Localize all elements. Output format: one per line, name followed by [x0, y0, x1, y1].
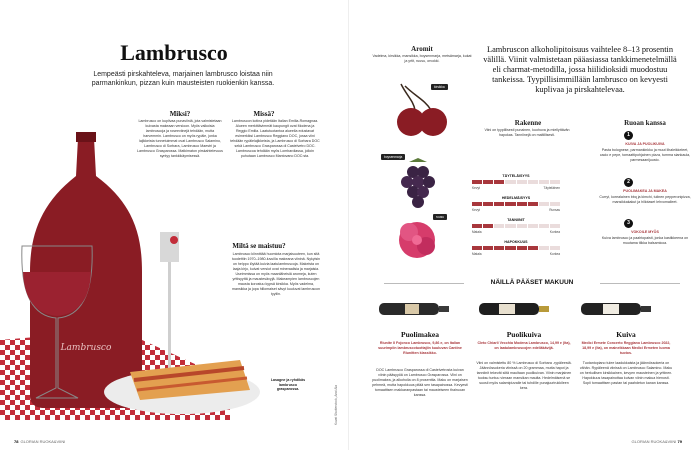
- rose-flower: [399, 222, 435, 258]
- scale-label: TANNIINIT: [507, 218, 525, 222]
- missa-text: Lambruscon kotina pidetään Italian Emilia-Romagnaa. Alueen merkittävimmät kaupungit ovat Modena ja Reggio Emilia. Laatutuotantoa alueella edustavat esimerkiksi Lambrusco Reggiano DOC, jossa viini tehdään rypälelajikkeista, ja Lambrusco di Sorbara DOC sekä Lambrusco Grasparossa di Castelvetro DOC. Lambruscoa tehdään myös Lombardiassa, jolloin puhutaan Lambrusco Mantovano DOC:sta.: [230, 119, 320, 158]
- scale-label: HEDELMÄISYYS: [501, 196, 531, 200]
- scale-segment: [539, 180, 549, 184]
- page-title: Lambrusco: [120, 40, 228, 65]
- photo-caption: Lasagne ja ryhdikäs lambrusco grasparossa.: [270, 378, 306, 392]
- scale-segment: [472, 224, 482, 228]
- maistuu-heading: Miltä se maistuu?: [232, 242, 286, 250]
- page-number: 78: [14, 439, 19, 444]
- scale-segment: [494, 246, 504, 250]
- product-title: Puolikuiva: [506, 330, 542, 339]
- tag-kirsikka: kirsikka: [431, 84, 448, 90]
- scale-segment: [539, 246, 549, 250]
- pairing-text: Pasta bolognese, parmankinkku ja muut lihaleikkeleet, cacio e pepe, tomaattipohjainen pizza, tumma siankaula, parmesaanijuusto.: [599, 148, 691, 162]
- scale-segment: [528, 180, 538, 184]
- left-footer: [14, 439, 65, 444]
- scale-taytelaisyys: [472, 174, 560, 190]
- scale-min: Matala: [472, 230, 482, 234]
- aromit-heading: Aromit: [411, 45, 433, 53]
- scale-hedelmaisyys: [472, 196, 560, 212]
- scale-segment: [472, 180, 482, 184]
- product-text: Viini on valmistettu 80 % Lambrusco di Sorbara -rypäleestä. Jäännössokeria viinissä on 20 grammaa, mutta hapot ja tanniinit tekevät siitä maultaan puolikuivan. Viinin marjainen tuoksu tuntuu vieraan mansikan maulta. Hedelmäisenä se suosii myös salamipizzalle tai tuhdille punajuurirukkileen kera.: [476, 361, 572, 390]
- section-title: NÄILLÄ PÄÄSET MAKUUN: [490, 279, 574, 286]
- scale-max: Runsas: [549, 208, 560, 212]
- scale-segment: [505, 224, 515, 228]
- scale-segment: [505, 202, 515, 206]
- scale-tanniinit: [472, 218, 560, 234]
- scale-label: TÄYTELÄISYYS: [502, 174, 530, 178]
- scale-min: Matala: [472, 252, 482, 256]
- scale-segment: [483, 202, 493, 206]
- lead-text: Lempeästi pirskahteleva, marjainen lambrusco loistaa niin parmankinkun, pizzan kuin mausteisten ruokienkin kanssa.: [91, 71, 275, 87]
- product-name: Cleto Chiarli Vecchia Modena Lambrusco, 14,99 e (lta), on laatulambruscojen edelläkävijä.: [477, 341, 571, 350]
- bottle-3: [581, 303, 651, 315]
- missa-heading: Missä?: [253, 110, 275, 118]
- scale-segment: [550, 224, 560, 228]
- product-name: Medici Ermete Concerto Reggiano Lambrusco 2022, 18,99 e (lta), on maineikkaan Medici Ermeten luoma tuotos.: [581, 341, 671, 355]
- scale-max: Korkea: [549, 230, 560, 234]
- scale-segment: [517, 202, 527, 206]
- maistuu-text: Lambrusco kiinnittää huomiota marjaisuuteen, kun sitä tuodettiin 1970–1980-luvuilla makeana viininä. Nykyisin on helppo löytää kuivia laatulambruscoja. Makeista on laaja kirjo, kuivat versiot ovat mineraalisia ja marjaisia. Useimmissa on myös maanläheisiä aromeja, kuten yrttisyyttä ja maustesävyjä. Makeampien lambruscojen mausta korostuu kypsä kirsikka. Myös vadelma, mansikka ja jopa hillomaiset sävyt kuuluvat lambruscon tyyliin.: [231, 252, 321, 296]
- product-title: Kuiva: [616, 330, 636, 339]
- scale-segment: [483, 224, 493, 228]
- right-footer: [632, 439, 684, 444]
- pairing-number: 1: [624, 131, 633, 140]
- pairing-number: 3: [624, 219, 633, 228]
- product-text: Tuotantopiano tulee laadukkaista ja jäännössokeria on vähän. Rypäleenä viinissä on Lambrusco Salamino. Maku on herkullisen kirsikkainen, kevyen mausteinen ja yrttinen. Hapokkuus tasapainottaa kuivan viinin makua hienosti. Sopii tomaattisen pastan tai paahdetun kanan kanssa.: [579, 361, 673, 385]
- scale-segment: [483, 246, 493, 250]
- pairing-title: KUIVA JA PUOLIKUIVA: [625, 142, 665, 146]
- pairing-text: Curryt, korealainen bbq ja kimchi, tulinen pepperonipizza, mansikkakakut ja hillotaset lehvomalleet.: [599, 195, 691, 204]
- pairing-text: Kuiva lambrusco ja paahtopaisti, jonka kastikkeena on muutama tilkka balsamicoa.: [601, 236, 689, 245]
- scale-segment: [505, 180, 515, 184]
- scale-segment: [483, 180, 493, 184]
- tag-ruusu: ruusu: [433, 214, 447, 220]
- scale-segment: [517, 246, 527, 250]
- scale-segment: [494, 224, 504, 228]
- scale-min: Kevyt: [472, 208, 480, 212]
- scale-segment: [539, 224, 549, 228]
- boysenberry: [401, 158, 435, 208]
- aromit-text: Vadelma, kirsikka, mansikka, boysenmarja, metsämarja, kukat ja yrtit, ruusu, orvokki.: [372, 54, 472, 63]
- scale-segment: [472, 202, 482, 206]
- rakenne-heading: Rakenne: [514, 119, 542, 127]
- scale-hapokkuus: [472, 240, 560, 256]
- scale-segment: [528, 246, 538, 250]
- product-title: Puolimakea: [401, 330, 439, 339]
- scale-segment: [550, 180, 560, 184]
- scale-segment: [472, 246, 482, 250]
- scale-segment: [550, 202, 560, 206]
- fork-handle: [168, 262, 171, 372]
- bottle-2: [479, 303, 549, 315]
- tag-boysenmarja: boysenmarja: [381, 154, 405, 160]
- miksi-heading: Miksi?: [169, 110, 191, 118]
- magazine-name: GLORIAN RUOKA&VIINI: [20, 439, 66, 444]
- product-name: Riunite II Fojonco Lambrusco, 9,86 e, on Italian suurimpiin lambruscotuottajiin kuuluvan Cantine Riunitten klassikko.: [378, 341, 462, 355]
- rakenne-text: Viini on tyypillisesti punainen, kuohuva ja miellyttävän hapokas. Tanniinejä on maltillisesti.: [484, 128, 570, 137]
- cherry-right: [419, 108, 447, 136]
- scale-segment: [517, 224, 527, 228]
- scale-segment: [539, 202, 549, 206]
- scale-segment: [494, 202, 504, 206]
- products-section-header: [384, 279, 680, 286]
- scale-segment: [528, 224, 538, 228]
- scale-segment: [517, 180, 527, 184]
- svg-text:Lambrusco: Lambrusco: [60, 343, 112, 353]
- pairing-title: PUOLIMAKEA JA MAKEA: [623, 189, 667, 193]
- magazine-name: GLORIAN RUOKA&VIINI: [631, 439, 677, 444]
- scale-segment: [528, 202, 538, 206]
- product-text: DOC Lambrusco Grasparossa di Castelvetrosta kuivan viinin pääsyyöä on Lambrusco Grasparossa. Viini on puolimakea, ja alkoholia on 8 prosenttia. Maku on marjaisen pehmeä, mutta hapokkuus pitää sen tasapainossa. Kevyesti tomaattisen makkaranpastaan tai mausteiseen thairuoan kanssa.: [372, 368, 468, 397]
- scale-label: HAPOKKUUS: [504, 240, 528, 244]
- pairing-number: 2: [624, 178, 633, 187]
- scale-segment: [494, 180, 504, 184]
- scale-max: Täyteläinen: [543, 186, 560, 190]
- bottle-cap: [76, 132, 96, 142]
- pull-quote: Lambruscon alkoholipitoisuus vaihtelee 8–13 prosentin välillä. Viinit valmistetaan pääasiassa tankkimenetelmällä eli charmat-metodilla, jossa hiilidioksidi muodostuu tankeissa. Tyypillisimmillään lambrusco on kevyesti kuplivaa ja pirskahtelevaa.: [483, 45, 677, 94]
- ruoan-heading: Ruoan kanssa: [624, 119, 666, 127]
- miksi-text: Lambrusco on kuplivaa punaviiniä, jota valmistetaan kuivasta makeaan versioon. Myös valkoisia lambruscoja ja roseeviinejä tehdään, mutta harvemmin. Lambrusco on myös rypäle, jonka lajikkeista tunnetuimmat ovat Lambrusco Salamino, Lambrusco di Sorbara, Lambrusco Maestri ja Lambrusco Grasparossa. Matkimaton pirskahtelevuus syntyy tankkikäymisessä.: [137, 119, 223, 158]
- scale-segment: [505, 246, 515, 250]
- photo-credit: Kuvat Shutterstock, Anni Ala: [334, 384, 338, 425]
- pairing-title: VOKOILE MYÖS: [631, 230, 659, 234]
- bottle-1: [379, 303, 449, 315]
- scale-min: Kevyt: [472, 186, 480, 190]
- page-number: 79: [677, 439, 682, 444]
- scale-max: Korkea: [549, 252, 560, 256]
- scale-segment: [550, 246, 560, 250]
